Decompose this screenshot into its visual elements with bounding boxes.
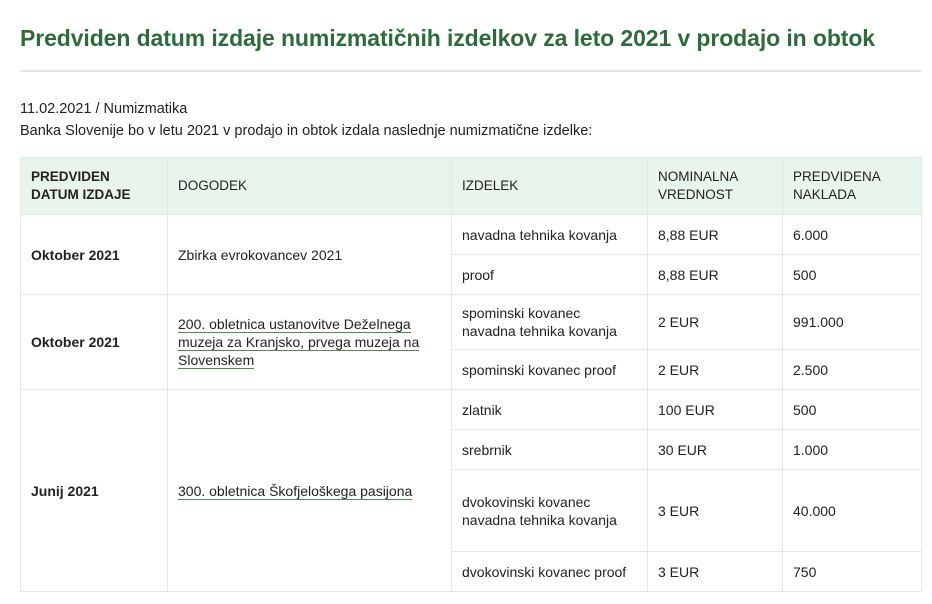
event-cell xyxy=(168,295,452,390)
product-cell: proof xyxy=(452,255,648,295)
mintage-cell: 2.500 xyxy=(783,350,922,390)
mintage-cell: 1.000 xyxy=(783,430,922,470)
products-table xyxy=(20,157,922,592)
product-cell: spominski kovanec proof xyxy=(452,350,648,390)
mintage-cell: 40.000 xyxy=(783,470,922,552)
article xyxy=(20,0,922,592)
mintage-cell: 500 xyxy=(783,255,922,295)
header-event: DOGODEK xyxy=(168,158,452,215)
value-cell: 100 EUR xyxy=(648,390,783,430)
product-cell: zlatnik xyxy=(452,390,648,430)
product-cell: dvokovinski kovanec proof xyxy=(452,552,648,592)
value-cell: 3 EUR xyxy=(648,552,783,592)
mintage-cell: 6.000 xyxy=(783,215,922,255)
event-cell: Zbirka evrokovancev 2021 xyxy=(168,215,452,295)
product-cell: navadna tehnika kovanja xyxy=(452,215,648,255)
header-value: NOMINALNA VREDNOST xyxy=(648,158,783,215)
title-divider xyxy=(20,70,922,72)
event-cell xyxy=(168,390,452,592)
article-category: Numizmatika xyxy=(103,101,188,117)
table-row xyxy=(21,390,922,430)
value-cell: 30 EUR xyxy=(648,430,783,470)
table-row xyxy=(21,295,922,350)
table-row xyxy=(21,215,922,255)
table-header-row xyxy=(21,158,922,215)
mintage-cell: 750 xyxy=(783,552,922,592)
issue-date-cell: Junij 2021 xyxy=(21,390,168,592)
product-cell: spominski kovanec navadna tehnika kovanja xyxy=(452,295,648,350)
page-title: Predviden datum izdaje numizmatičnih izdelkov za leto 2021 v prodajo in obtok xyxy=(20,25,875,51)
article-date: 11.02.2021 xyxy=(20,101,92,117)
value-cell: 2 EUR xyxy=(648,350,783,390)
value-cell: 8,88 EUR xyxy=(648,215,783,255)
value-cell: 3 EUR xyxy=(648,470,783,552)
value-cell: 8,88 EUR xyxy=(648,255,783,295)
article-meta xyxy=(20,99,922,119)
value-cell: 2 EUR xyxy=(648,295,783,350)
header-mintage: PREDVIDENA NAKLADA xyxy=(783,158,922,215)
meta-separator: / xyxy=(95,101,100,117)
event-link-passion-play-anniversary[interactable]: 300. obletnica Škofjeloškega pasijona xyxy=(178,482,413,499)
issue-date-cell: Oktober 2021 xyxy=(21,215,168,295)
header-product: IZDELEK xyxy=(452,158,648,215)
issue-date-cell: Oktober 2021 xyxy=(21,295,168,390)
event-link-museum-anniversary[interactable]: 200. obletnica ustanovitve Deželnega muzeja za Kranjsko, prvega muzeja na Slovenskem xyxy=(178,316,420,368)
mintage-cell: 500 xyxy=(783,390,922,430)
product-cell: srebrnik xyxy=(452,430,648,470)
product-cell: dvokovinski kovanec navadna tehnika kovanja xyxy=(452,470,648,552)
mintage-cell: 991.000 xyxy=(783,295,922,350)
header-date: PREDVIDEN DATUM IZDAJE xyxy=(21,158,168,215)
article-intro: Banka Slovenije bo v letu 2021 v prodajo in obtok izdala naslednje numizmatične izdelke: xyxy=(20,123,593,139)
